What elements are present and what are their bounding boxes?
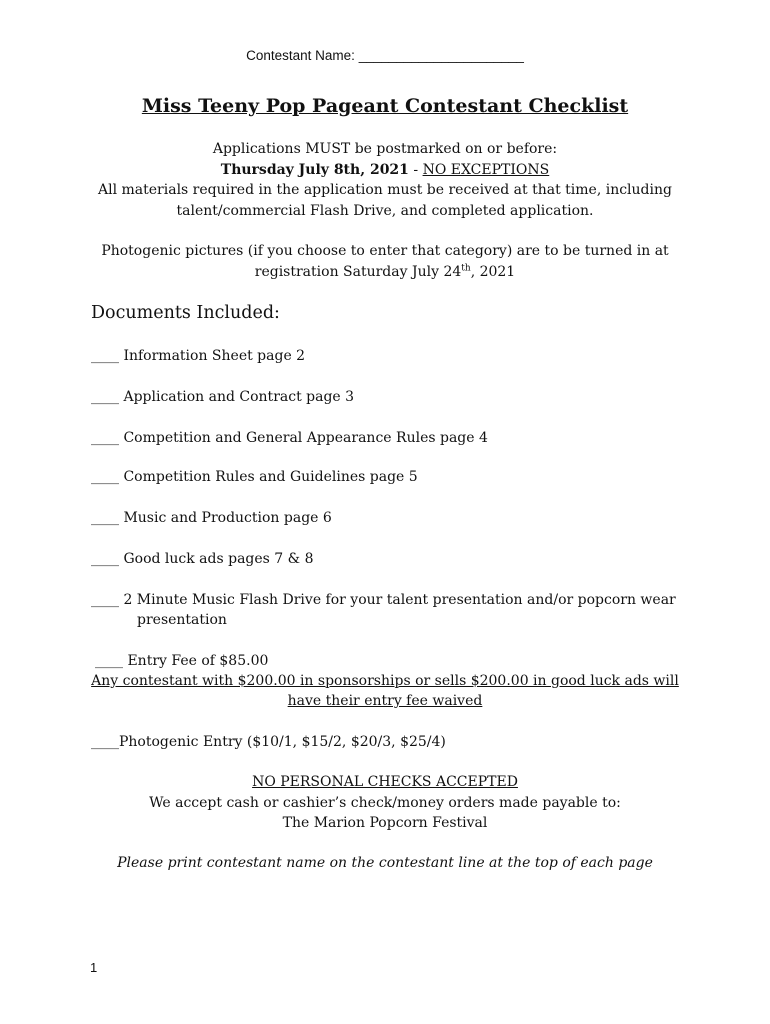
checklist-item-label: Competition Rules and Guidelines page 5 (123, 469, 418, 485)
deadline-line (0, 160, 770, 180)
registration-date-text: registration Saturday July 24 (254, 264, 462, 280)
materials-line-1: All materials required in the application must be received at that time, including (98, 182, 672, 198)
checklist-item-label: 2 Minute Music Flash Drive for your talent presentation and/or popcorn wear (123, 592, 676, 608)
checklist-item-label: Good luck ads pages 7 & 8 (123, 551, 314, 567)
footer-instruction: Please print contestant name on the contestant line at the top of each page (117, 855, 653, 871)
fee-waiver-line-2: have their entry fee waived (287, 693, 483, 709)
contestant-name-label: Contestant Name: (246, 48, 355, 63)
checkbox-blank: ____ (91, 389, 119, 405)
registration-year: , 2021 (470, 264, 516, 280)
checkbox-blank: ____ (91, 551, 119, 567)
no-exceptions-note: NO EXCEPTIONS (422, 162, 550, 178)
checkbox-blank: ____ (91, 510, 119, 526)
checklist-item-flash-drive (91, 590, 676, 610)
materials-line-2: talent/commercial Flash Drive, and completed application. (176, 203, 594, 219)
deadline-separator: - (408, 162, 423, 178)
checkbox-blank: ____ (91, 469, 119, 485)
no-personal-checks: NO PERSONAL CHECKS ACCEPTED (252, 774, 518, 790)
photogenic-entry-label: Photogenic Entry ($10/1, $15/2, $20/3, $25/4) (119, 734, 446, 750)
payee-name: The Marion Popcorn Festival (282, 815, 488, 831)
accepted-payment: We accept cash or cashier’s check/money orders made payable to: (149, 795, 621, 811)
checkbox-blank: ____ (95, 653, 123, 669)
photogenic-entry-line (91, 732, 446, 752)
checklist-item (91, 508, 332, 528)
postmark-instruction: Applications MUST be postmarked on or before: (212, 141, 558, 157)
fee-waiver-line-1: Any contestant with $200.00 in sponsorships or sells $200.00 in good luck ads will (91, 673, 679, 689)
checklist-item-label: Application and Contract page 3 (123, 389, 355, 405)
checkbox-blank: ____ (91, 734, 119, 750)
photogenic-instruction-2 (0, 262, 770, 282)
checkbox-blank: ____ (91, 430, 119, 446)
checkbox-blank: ____ (91, 348, 119, 364)
entry-fee-line (95, 651, 268, 671)
checklist-item (91, 428, 488, 448)
checklist-item (91, 467, 418, 487)
contestant-name-line (0, 46, 770, 66)
page-title: Miss Teeny Pop Pageant Contestant Checklist (141, 95, 629, 117)
photogenic-instruction-1: Photogenic pictures (if you choose to enter that category) are to be turned in at (101, 243, 669, 259)
entry-fee-label: Entry Fee of $85.00 (127, 653, 269, 669)
contestant-name-blank: ______________________ (358, 48, 524, 63)
flash-drive-continuation: presentation (137, 612, 227, 628)
checklist-item-label: Music and Production page 6 (123, 510, 332, 526)
page-number: 1 (90, 960, 98, 975)
checklist-item (91, 549, 314, 569)
checklist-item (91, 387, 354, 407)
checklist-item-label: Competition and General Appearance Rules page 4 (123, 430, 488, 446)
checklist-item (91, 346, 305, 366)
checklist-item-label: Information Sheet page 2 (123, 348, 306, 364)
deadline-date: Thursday July 8th, 2021 (220, 162, 409, 178)
documents-heading: Documents Included: (91, 303, 280, 323)
checkbox-blank: ____ (91, 592, 119, 608)
date-suffix: th (461, 263, 471, 274)
